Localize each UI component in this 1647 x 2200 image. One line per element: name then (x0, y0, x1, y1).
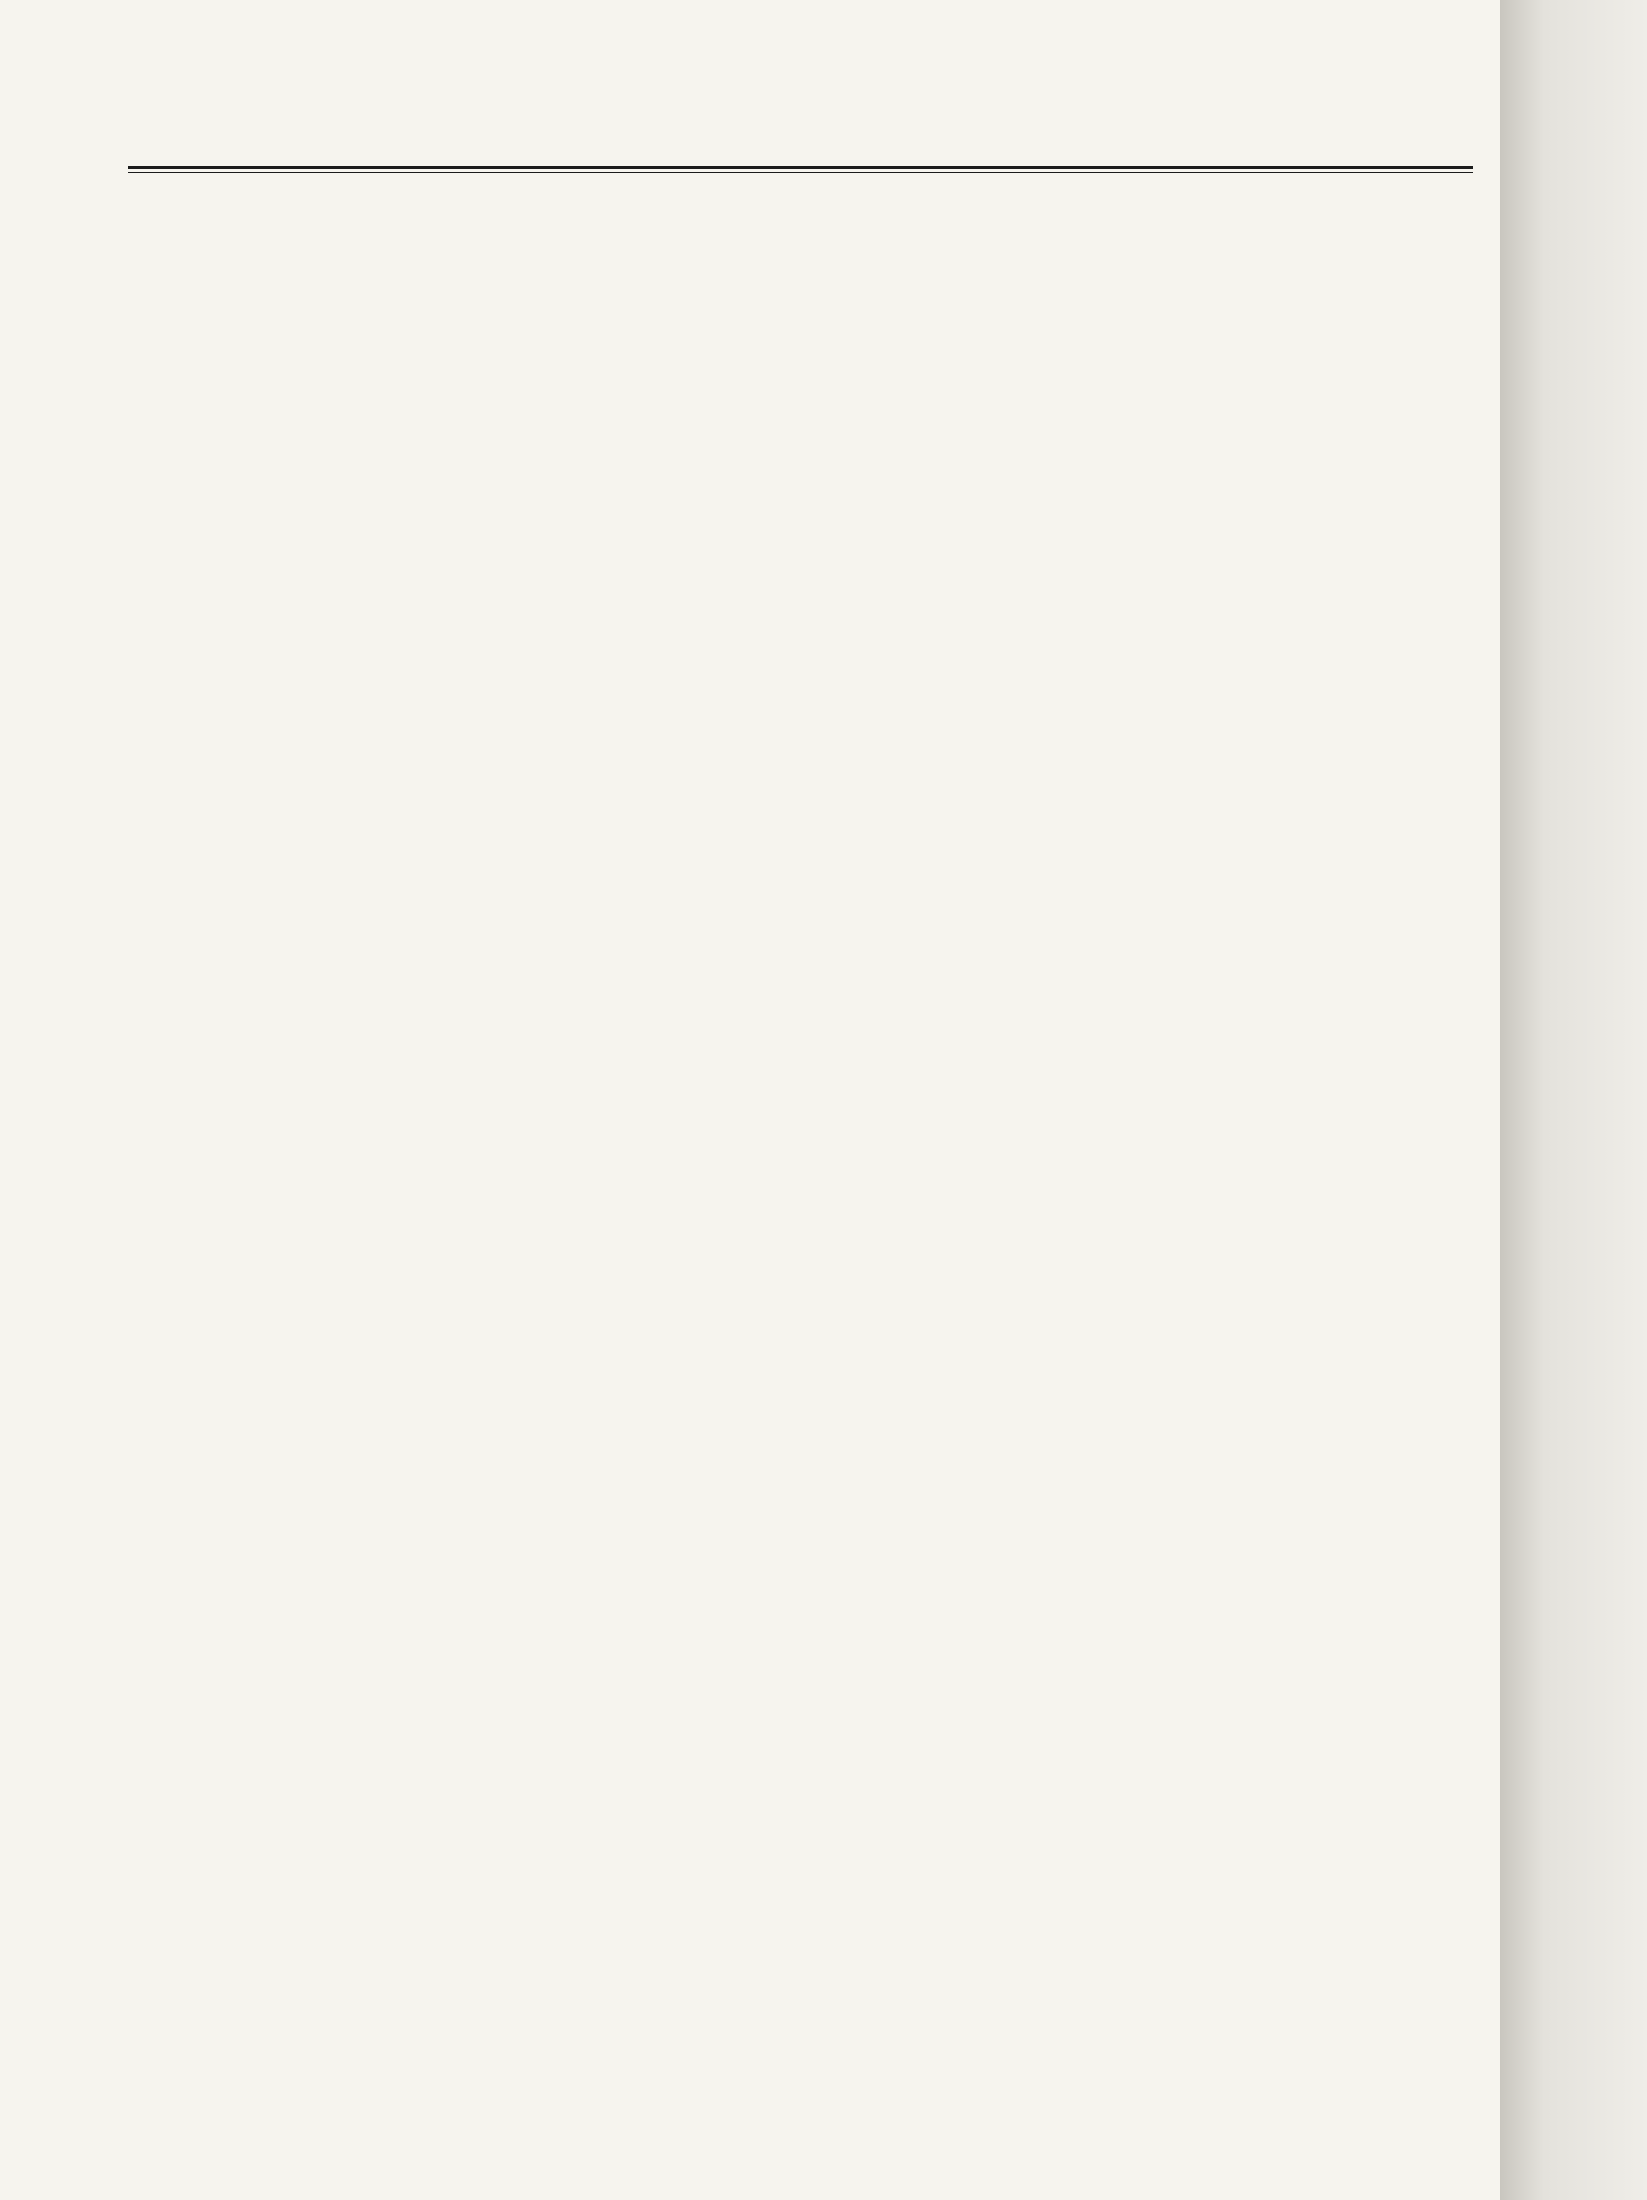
section-spacer (820, 339, 1486, 383)
left-column (127, 192, 793, 308)
roster-vice-principals (820, 286, 1486, 332)
roster-principal (820, 240, 1486, 286)
section-spacer (127, 200, 793, 262)
section-spacer (820, 192, 1486, 240)
health-school-entry (127, 262, 793, 308)
adjacent-page-edge (1500, 0, 1647, 2200)
header-rule (128, 166, 1473, 169)
running-head (128, 128, 150, 168)
vocational-entry (820, 383, 1486, 429)
right-column (820, 192, 1486, 429)
header-rule-thin (128, 172, 1473, 173)
